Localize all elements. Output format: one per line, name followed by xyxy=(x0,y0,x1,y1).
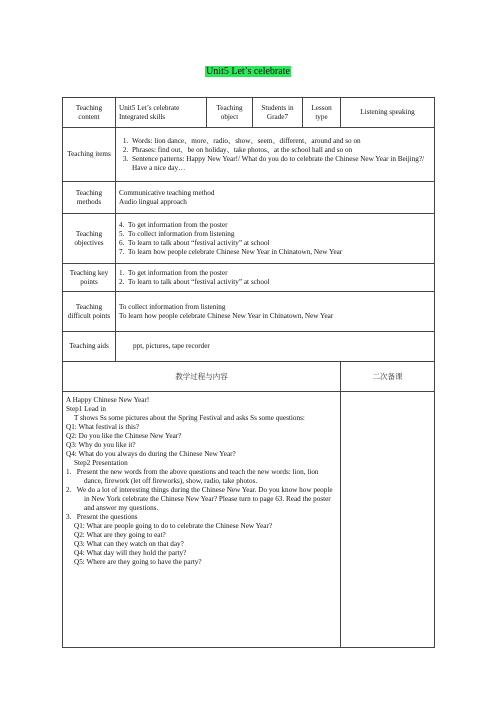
unit-title: Unit5 Let’s celebrate xyxy=(119,103,180,112)
process-line: Step2 Presentation xyxy=(74,459,128,467)
teaching-objectives-cell xyxy=(116,214,435,264)
list-item: 6. To learn to talk about “festival activity” at school xyxy=(119,238,270,247)
question-line: Q2: What are they going to eat? xyxy=(74,531,166,539)
teaching-aids-value: ppt, pictures, tape recorder xyxy=(133,342,210,350)
list-item: 2. To learn to talk about “festival activity” at school xyxy=(119,277,270,286)
label-lesson-type: Lesson type xyxy=(303,98,341,128)
question-line: Q5: Where are they going to have the party? xyxy=(74,558,202,566)
list-item: 1. Present the new words from the above questions and teach the new words: lion, lion dance, firework (let off fireworks), show, radio, take photos. xyxy=(66,468,319,485)
teaching-aids-cell xyxy=(116,332,435,362)
teaching-object-value: Students in Grade7 xyxy=(253,98,303,128)
difficult-line: To learn how people celebrate Chinese New Year in Chinatown, New Year xyxy=(119,311,334,320)
question-line: Q4: What day will they hold the party? xyxy=(74,549,187,557)
unit-cell xyxy=(116,98,207,128)
row-difficult-points xyxy=(63,292,435,332)
key-points-cell xyxy=(116,264,435,292)
process-header: 教学过程与内容 xyxy=(63,362,341,392)
row-teaching-aids xyxy=(63,332,435,362)
row-teaching-items xyxy=(63,128,435,182)
list-item: 5. To collect information from listening xyxy=(119,229,235,238)
question-line: Q1: What are people going to do to celebrate the Chinese New Year? xyxy=(74,522,273,530)
row-teaching-methods xyxy=(63,182,435,214)
label-teaching-items: Teaching items xyxy=(63,128,116,182)
list-item: 3. Sentence patterns: Happy New Year!/ What do you do to celebrate the Chinese New Year in Beijing?/ Have a nice day… xyxy=(130,155,431,173)
process-line: Q3: Why do you like it? xyxy=(66,441,136,449)
process-line: T shows Ss some pictures about the Spring Festival and asks Ss some questions: xyxy=(74,414,305,422)
row-teaching-content xyxy=(63,98,435,128)
process-line: A Happy Chinese New Year! xyxy=(66,396,150,404)
document-title: Unit5 Let’s celebrate xyxy=(206,66,290,77)
process-line: Q1: What festival is this? xyxy=(66,423,139,431)
row-teaching-objectives xyxy=(63,214,435,264)
label-teaching-aids: Teaching aids xyxy=(63,332,116,362)
difficult-line: To collect information from listening xyxy=(119,302,226,311)
teaching-items-cell xyxy=(116,128,435,182)
difficult-points-cell xyxy=(116,292,435,332)
row-process-content xyxy=(63,392,435,648)
side-header: 二次备课 xyxy=(341,362,435,392)
process-line: Q4: What do you always do during the Chinese New Year? xyxy=(66,450,236,458)
list-item: 1. To get information from the poster xyxy=(119,268,228,277)
label-teaching-methods: Teaching methods xyxy=(63,182,116,214)
method-line: Audio lingual approach xyxy=(119,197,187,206)
row-process-header xyxy=(63,362,435,392)
label-teaching-objectives: Teaching objectives xyxy=(63,214,116,264)
question-line: Q3: What can they watch on that day? xyxy=(74,540,184,548)
label-key-points: Teaching key points xyxy=(63,264,116,292)
list-item: 3. Present the questions xyxy=(66,513,138,521)
label-teaching-content: Teaching content xyxy=(63,98,116,128)
process-line: Step1 Lead in xyxy=(66,405,106,413)
side-notes-cell xyxy=(341,392,435,648)
label-teaching-object: Teaching object xyxy=(207,98,253,128)
process-line: Q2: Do you like the Chinese New Year? xyxy=(66,432,182,440)
teaching-methods-cell xyxy=(116,182,435,214)
list-item: 1. Words: lion dance、more、radio、show、seem、different、around and so on xyxy=(130,137,431,146)
list-item: 2. Phrases: find out、be on holiday、take photos、at the school hall and so on xyxy=(130,146,431,155)
label-difficult-points: Teaching difficult points xyxy=(63,292,116,332)
row-key-points xyxy=(63,264,435,292)
list-item: 7. To learn how people celebrate Chinese New Year in Chinatown, New Year xyxy=(119,247,343,256)
unit-skills: Integrated skills xyxy=(119,112,166,121)
list-item: 2. We do a lot of interesting things during the Chinese New Year. Do you know how people in New York celebrate the Chinese New Year? Please turn to page 63. Read the poster and answer my questions. xyxy=(66,486,333,512)
lesson-plan-table xyxy=(62,97,435,648)
process-content xyxy=(63,392,341,648)
list-item: 4. To get information from the poster xyxy=(119,220,228,229)
method-line: Communicative teaching method xyxy=(119,188,215,197)
lesson-type-value: Listening speaking xyxy=(341,98,435,128)
